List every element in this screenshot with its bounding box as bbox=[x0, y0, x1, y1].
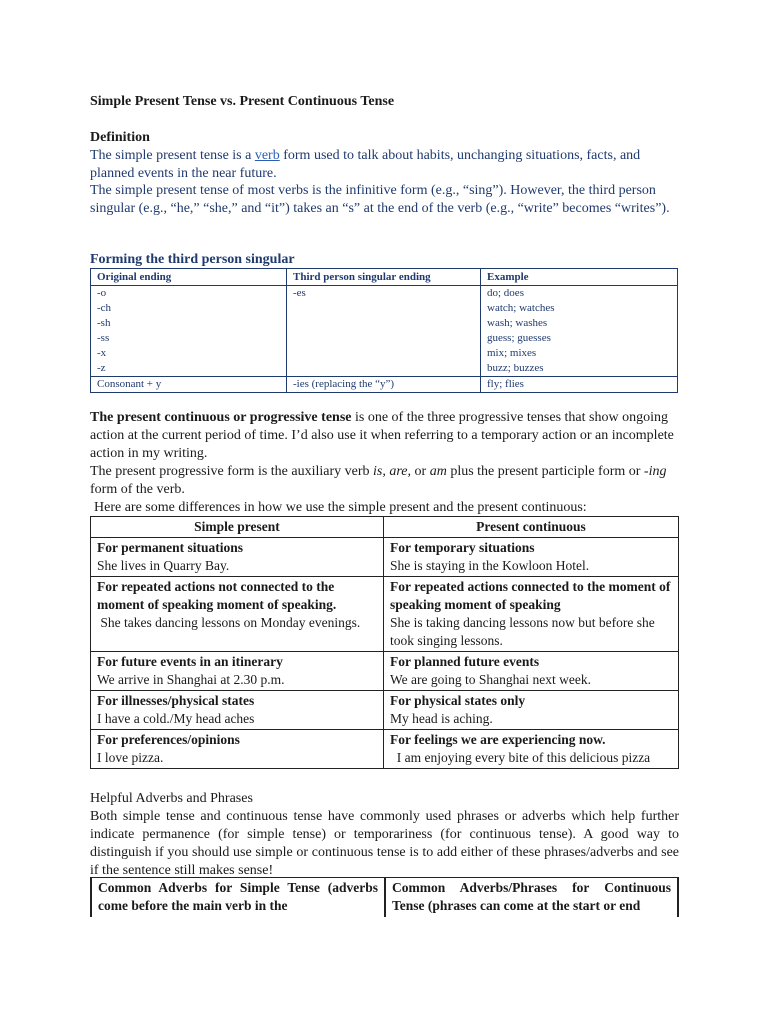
cell-left-heading: For permanent situations bbox=[97, 540, 244, 555]
cell-left bbox=[91, 652, 384, 691]
helpful-section bbox=[90, 790, 679, 880]
cell-left-heading: For future events in an itinerary bbox=[97, 654, 283, 669]
progressive-form-b: or bbox=[411, 464, 430, 479]
ing-suffix: -ing bbox=[643, 464, 667, 479]
table-row bbox=[91, 691, 679, 730]
cell-consonant-y: Consonant + y bbox=[91, 377, 287, 393]
progressive-form-d: form of the verb. bbox=[90, 482, 185, 497]
cell-left bbox=[91, 691, 384, 730]
cell-right bbox=[384, 730, 679, 769]
cell-right-example: I am enjoying every bite of this delicious pizza bbox=[390, 750, 651, 765]
cell-ies-ending: -ies (replacing the “y”) bbox=[287, 377, 481, 393]
progressive-form-c: plus the present participle form or bbox=[446, 464, 644, 479]
helpful-heading: Helpful Adverbs and Phrases bbox=[90, 791, 253, 806]
table-row bbox=[91, 538, 679, 577]
cell-right-example: She is staying in the Kowloon Hotel. bbox=[390, 558, 590, 573]
cell-right-heading: For physical states only bbox=[390, 693, 526, 708]
table-header-row bbox=[91, 878, 678, 918]
forming-heading: Forming the third person singular bbox=[90, 252, 295, 267]
progressive-form-a: The present progressive form is the auxiliary verb bbox=[90, 464, 374, 479]
cell-right-example: We are going to Shanghai next week. bbox=[390, 672, 591, 687]
definition-p1-end: form used to talk about habits, unchanging situations, facts, and planned events in the near future. bbox=[90, 148, 641, 181]
verb-link[interactable]: verb bbox=[254, 148, 280, 163]
cell-left-example: We arrive in Shanghai at 2.30 p.m. bbox=[97, 672, 285, 687]
cell-left-example: She takes dancing lessons on Monday evenings. bbox=[97, 615, 361, 630]
cell-left bbox=[91, 538, 384, 577]
cell-fly-example: fly; flies bbox=[481, 377, 678, 393]
third-person-table bbox=[90, 268, 678, 393]
cell-original-endings: -o -ch -sh -ss -x -z bbox=[91, 286, 287, 377]
column-header-example: Example bbox=[481, 269, 678, 286]
adverbs-table bbox=[90, 877, 679, 917]
cell-examples: do; does watch; watches wash; washes guess; guesses mix; mixes buzz; buzzes bbox=[481, 286, 678, 377]
cell-right-heading: For temporary situations bbox=[390, 540, 535, 555]
cell-right-heading: For repeated actions connected to the moment of speaking moment of speaking bbox=[390, 579, 671, 612]
auxiliary-am: am bbox=[429, 464, 447, 479]
table-row bbox=[91, 577, 679, 652]
cell-left-example: She lives in Quarry Bay. bbox=[97, 558, 230, 573]
column-header-original-ending: Original ending bbox=[91, 269, 287, 286]
table-header-row bbox=[91, 517, 679, 538]
header-simple-present: Simple present bbox=[91, 517, 384, 538]
cell-right bbox=[384, 577, 679, 652]
cell-left-example: I love pizza. bbox=[97, 750, 164, 765]
comparison-table bbox=[90, 516, 679, 769]
cell-left-heading: For illnesses/physical states bbox=[97, 693, 255, 708]
cell-right-heading: For feelings we are experiencing now. bbox=[390, 732, 606, 747]
helpful-text: Both simple tense and continuous tense have commonly used phrases or adverbs which help further indicate permanence (for simple tense) or temporariness (for continuous tense). A good way to distinguish if you should use simple or continuous tense is to add either of these phrases/adverbs and see if the sentence still makes sense! bbox=[90, 809, 679, 878]
cell-right bbox=[384, 652, 679, 691]
cell-right-example: She is taking dancing lessons now but before she took singing lessons. bbox=[390, 615, 655, 648]
present-continuous-lead: The present continuous or progressive tense bbox=[90, 410, 352, 425]
auxiliary-verbs: is, are, bbox=[373, 464, 412, 479]
definition-heading: Definition bbox=[90, 130, 150, 145]
cell-left-heading: For preferences/opinions bbox=[97, 732, 240, 747]
header-simple-tense-adverbs: Common Adverbs for Simple Tense (adverbs come before the main verb in the bbox=[91, 878, 385, 918]
column-header-third-person-ending: Third person singular ending bbox=[287, 269, 481, 286]
table-row bbox=[91, 730, 679, 769]
cell-left-heading: For repeated actions not connected to the moment of speaking moment of speaking. bbox=[97, 579, 337, 612]
table-row bbox=[91, 652, 679, 691]
definition-text bbox=[90, 147, 680, 217]
present-continuous-section bbox=[90, 409, 680, 517]
cell-right-heading: For planned future events bbox=[390, 654, 540, 669]
table-header-row bbox=[91, 269, 678, 286]
page-title: Simple Present Tense vs. Present Continuous Tense bbox=[90, 94, 395, 109]
definition-p1-start: The simple present tense is a bbox=[90, 148, 255, 163]
cell-right bbox=[384, 538, 679, 577]
cell-es-ending: -es bbox=[287, 286, 481, 377]
cell-right-example: My head is aching. bbox=[390, 711, 493, 726]
cell-left-example: I have a cold./My head aches bbox=[97, 711, 255, 726]
cell-right bbox=[384, 691, 679, 730]
present-continuous-p1: is one of the three progressive tenses that show ongoing action at the current period of time. I’d also use it when referring to a temporary action or an incomplete action in my writing. bbox=[90, 410, 674, 461]
table-row bbox=[91, 377, 678, 393]
table-row bbox=[91, 286, 678, 377]
cell-left bbox=[91, 730, 384, 769]
differences-intro: Here are some differences in how we use the simple present and the present continuous: bbox=[94, 500, 587, 515]
header-present-continuous: Present continuous bbox=[384, 517, 679, 538]
cell-left bbox=[91, 577, 384, 652]
definition-p2: The simple present tense of most verbs is the infinitive form (e.g., “sing”). However, the third person singular (e.g., “he,” “she,” and “it”) takes an “s” at the end of the verb (e.g., “write” becomes “writes”). bbox=[90, 183, 670, 216]
header-continuous-tense-adverbs: Common Adverbs/Phrases for Continuous Tense (phrases can come at the start or end bbox=[385, 878, 678, 918]
